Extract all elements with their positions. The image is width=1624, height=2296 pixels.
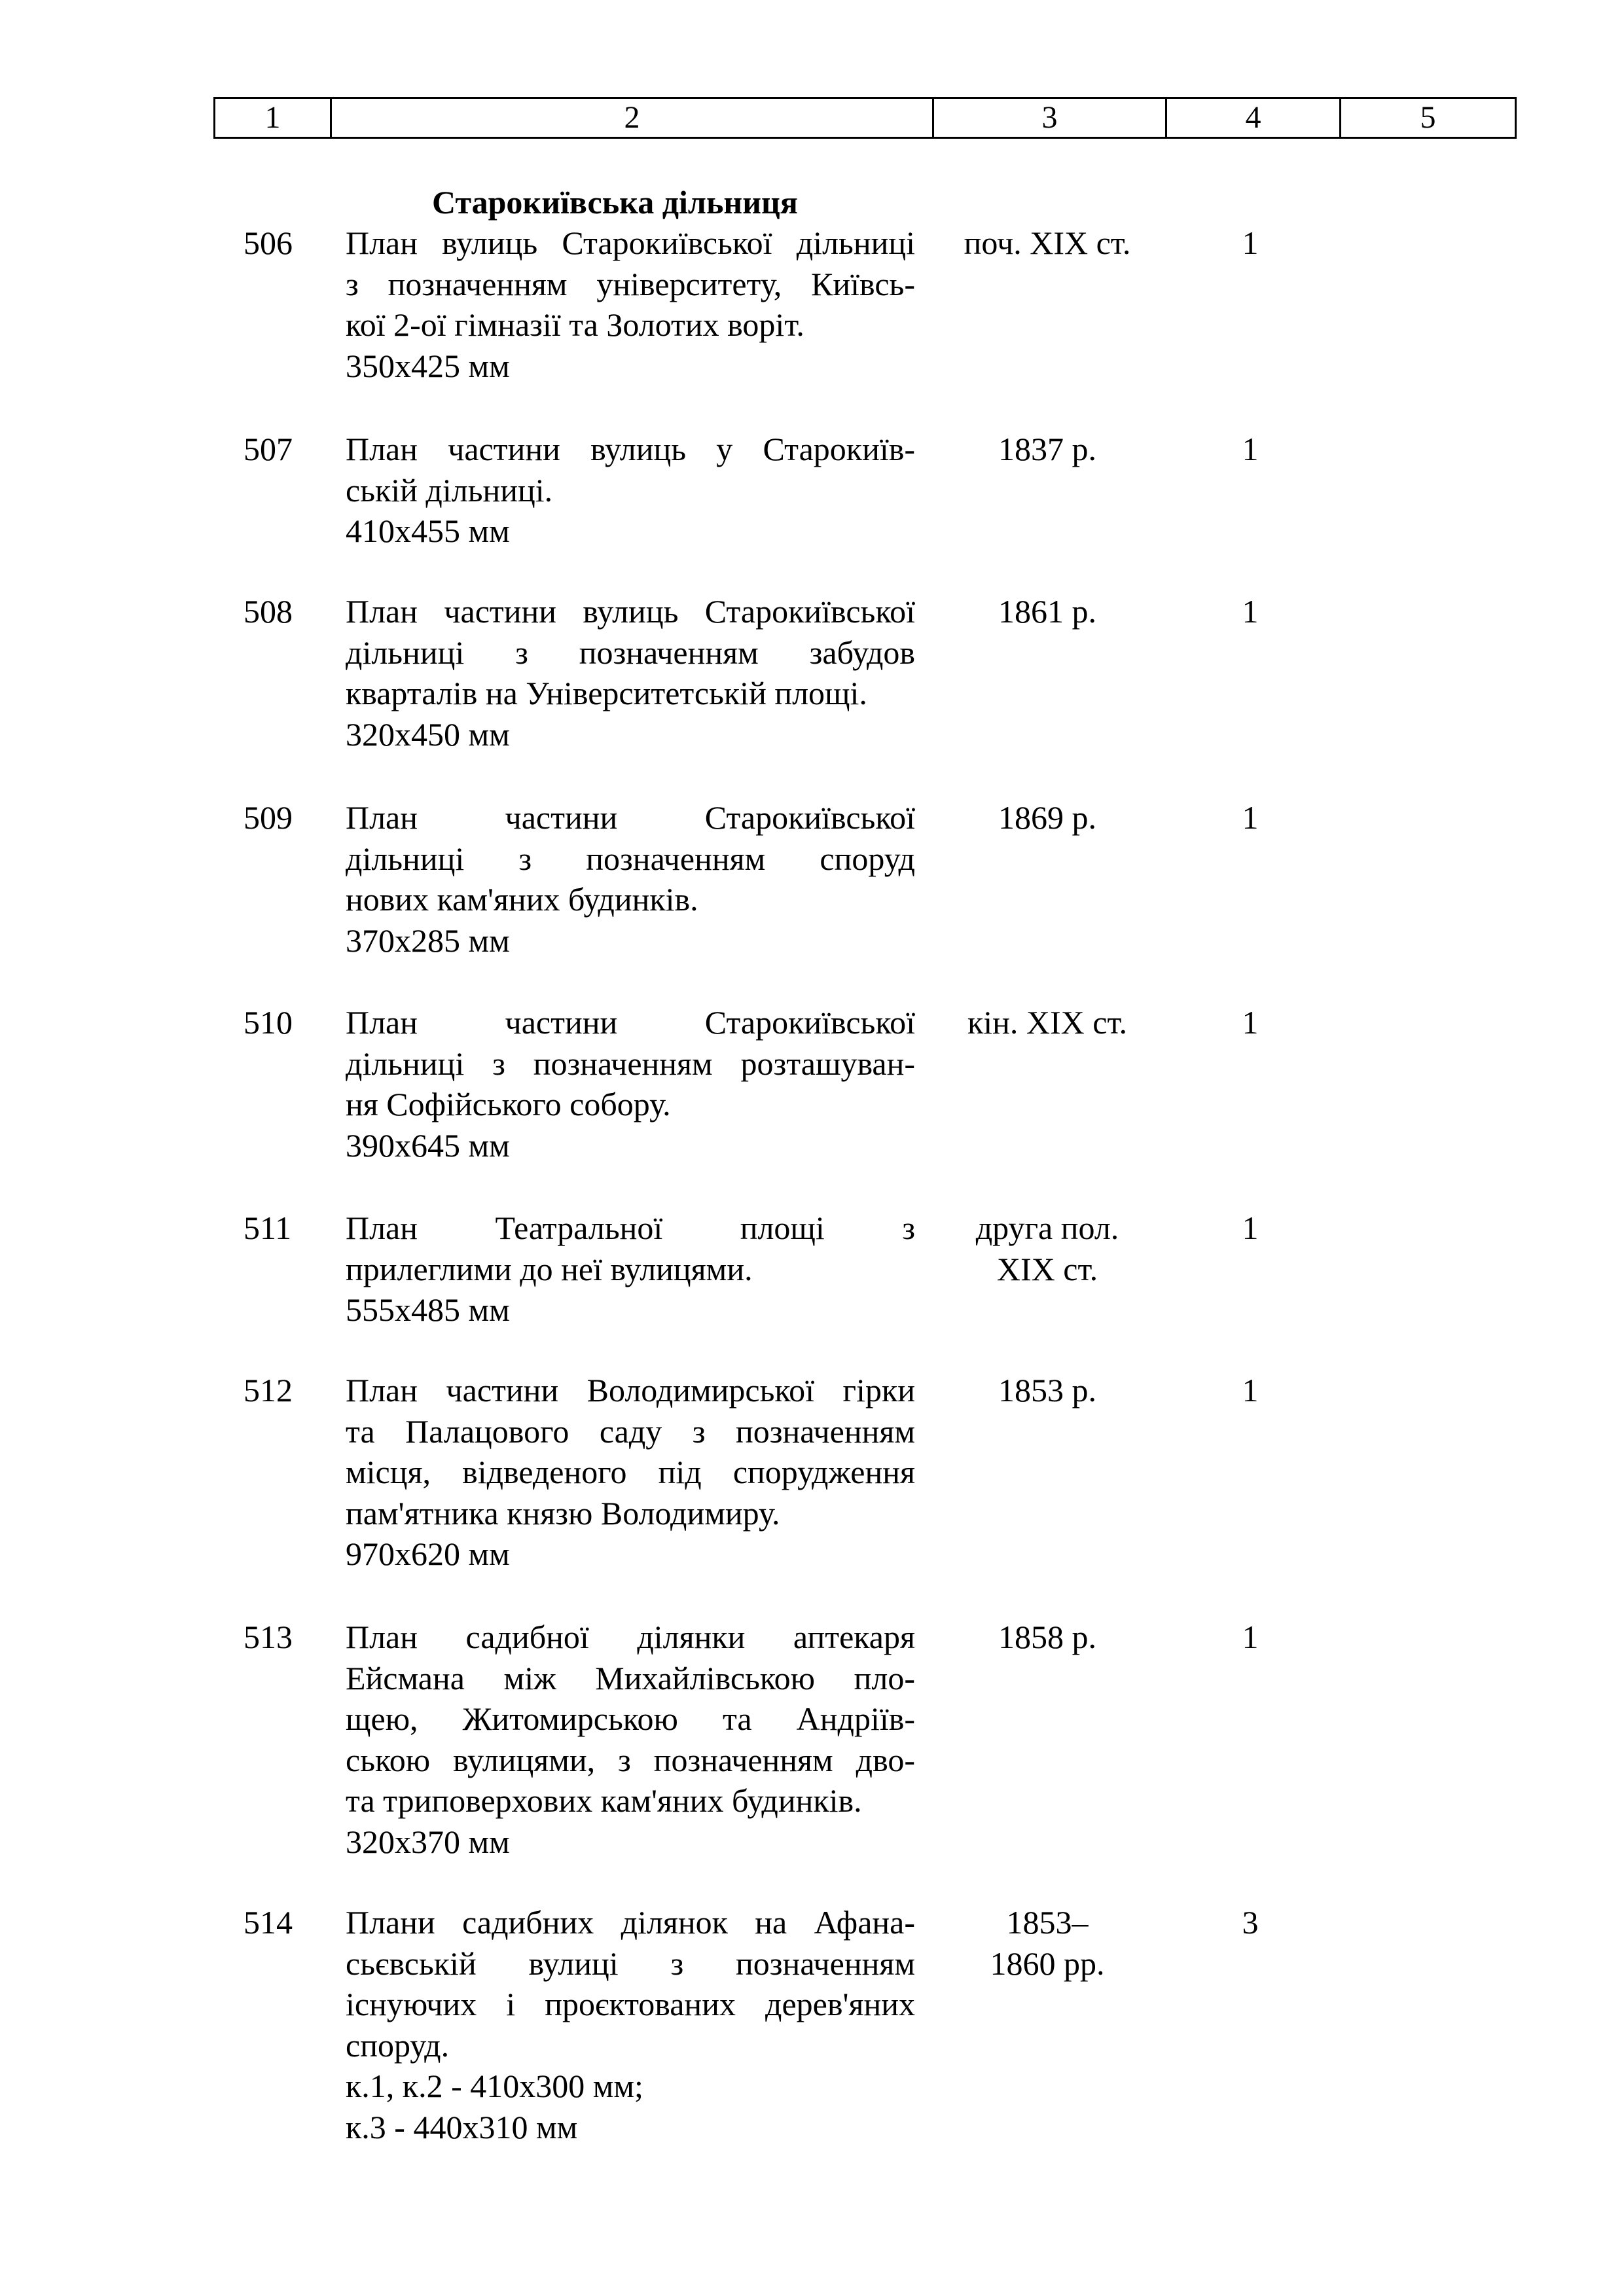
header-col-2: 2	[331, 98, 933, 138]
description-line: План частини вулиць Старокиївської	[346, 593, 915, 630]
entry-date	[936, 797, 1159, 838]
description-line: к.3 - 440х310 мм	[346, 2108, 578, 2145]
description-line: План частини Володимирської гірки	[346, 1372, 915, 1408]
description-line: пам'ятника князю Володимиру.	[346, 1494, 780, 1532]
entry-date	[936, 1370, 1159, 1411]
description-line: з позначенням університету, Київсь-	[346, 265, 915, 302]
description-line: прилеглими до неї вулицями.	[346, 1250, 753, 1287]
entry-count: 1	[1242, 1004, 1259, 1041]
entry-description	[346, 223, 915, 386]
description-line: кварталів на Університетській площі.	[346, 675, 867, 711]
entry-description	[346, 1617, 915, 1862]
description-line: План частини Старокиївської	[346, 1004, 915, 1041]
entry-date	[936, 591, 1159, 632]
description-line: ня Софійського собору.	[346, 1086, 671, 1122]
description-line: План частини Старокиївської	[346, 799, 915, 836]
entry-count: 1	[1242, 593, 1259, 630]
entry-description	[346, 429, 915, 552]
description-line: та Палацового саду з позначенням	[346, 1412, 915, 1450]
header-col-4: 4	[1166, 98, 1341, 138]
description-line: ською вулицями, з позначенням дво-	[346, 1741, 915, 1778]
entry-description	[346, 1208, 915, 1331]
date-line: 1858 р.	[998, 1619, 1096, 1655]
column-header-table	[213, 97, 1517, 139]
date-line: 1869 р.	[998, 799, 1096, 836]
entry-count: 1	[1242, 1210, 1259, 1246]
date-line: 1860 рр.	[990, 1945, 1105, 1982]
description-line: План частини вулиць у Старокиїв-	[346, 431, 915, 467]
entry-count: 1	[1242, 1372, 1259, 1408]
date-line: 1837 р.	[998, 431, 1096, 467]
entry-count: 1	[1242, 224, 1259, 261]
description-line: Плани садибних ділянок на Афана-	[346, 1904, 915, 1941]
description-line: існуючих і проєктованих дерев'яних	[346, 1986, 915, 2022]
entry-number: 511	[244, 1210, 292, 1246]
description-line: дільниці з позначенням споруд	[346, 840, 915, 877]
description-line: План садибної ділянки аптекаря	[346, 1619, 915, 1655]
entry-count: 1	[1242, 1619, 1259, 1655]
entry-number: 508	[244, 593, 293, 630]
description-line: 320х370 мм	[346, 1823, 510, 1860]
date-line: кін. ХІХ ст.	[967, 1004, 1128, 1041]
description-line: та триповерхових кам'яних будинків.	[346, 1782, 862, 1819]
date-line: поч. ХІХ ст.	[964, 224, 1131, 261]
description-line: нових кам'яних будинків.	[346, 881, 698, 918]
entry-date	[936, 1208, 1159, 1289]
description-line: 390х645 мм	[346, 1126, 510, 1164]
description-line: дільниці з позначенням забудов	[346, 634, 915, 671]
header-col-1: 1	[215, 98, 331, 138]
entry-date	[936, 1902, 1159, 1984]
description-line: сьєвській вулиці з позначенням	[346, 1945, 915, 1982]
description-line: споруд.	[346, 2026, 450, 2064]
description-line: щею, Житомирською та Андріїв-	[346, 1700, 915, 1737]
date-line: друга пол.	[975, 1210, 1119, 1246]
description-line: дільниці з позначенням розташуван-	[346, 1045, 915, 1082]
entry-number: 509	[244, 799, 293, 836]
description-line: 410х455 мм	[346, 512, 510, 549]
date-line: 1853 р.	[998, 1372, 1096, 1408]
entry-count: 1	[1242, 799, 1259, 836]
description-line: Ейсмана між Михайлівською пло-	[346, 1659, 915, 1696]
entry-number: 512	[244, 1372, 293, 1408]
description-line: 350х425 мм	[346, 347, 510, 384]
date-line: ХІХ ст.	[996, 1250, 1098, 1287]
header-row	[215, 98, 1516, 138]
entry-description	[346, 797, 915, 961]
entry-date	[936, 223, 1159, 264]
entry-number: 514	[244, 1904, 293, 1941]
description-line: к.1, к.2 - 410х300 мм;	[346, 2068, 643, 2104]
header-col-3: 3	[933, 98, 1166, 138]
description-line: кої 2-ої гімназії та Золотих воріт.	[346, 306, 804, 343]
date-line: 1853–	[1006, 1904, 1089, 1941]
entry-number: 510	[244, 1004, 293, 1041]
header-col-5: 5	[1341, 98, 1516, 138]
entry-number: 513	[244, 1619, 293, 1655]
description-line: План вулиць Старокиївської дільниці	[346, 224, 915, 261]
entry-date	[936, 429, 1159, 470]
entry-description	[346, 1370, 915, 1575]
entry-date	[936, 1002, 1159, 1043]
description-line: 970х620 мм	[346, 1535, 510, 1572]
section-title: Старокиївська дільниця	[432, 184, 798, 221]
description-line: План Театральної площі з	[346, 1210, 915, 1246]
date-line: 1861 р.	[998, 593, 1096, 630]
entry-date	[936, 1617, 1159, 1658]
description-line: 320х450 мм	[346, 715, 510, 753]
description-line: ській дільниці.	[346, 471, 553, 509]
entry-description	[346, 1002, 915, 1166]
description-line: 555х485 мм	[346, 1291, 510, 1328]
entry-description	[346, 591, 915, 755]
description-line: 370х285 мм	[346, 922, 510, 959]
entry-number: 507	[244, 431, 293, 467]
entry-description	[346, 1902, 915, 2147]
description-line: місця, відведеного під спорудження	[346, 1454, 915, 1490]
entry-count: 3	[1242, 1904, 1259, 1941]
entry-number: 506	[244, 224, 293, 261]
entry-count: 1	[1242, 431, 1259, 467]
